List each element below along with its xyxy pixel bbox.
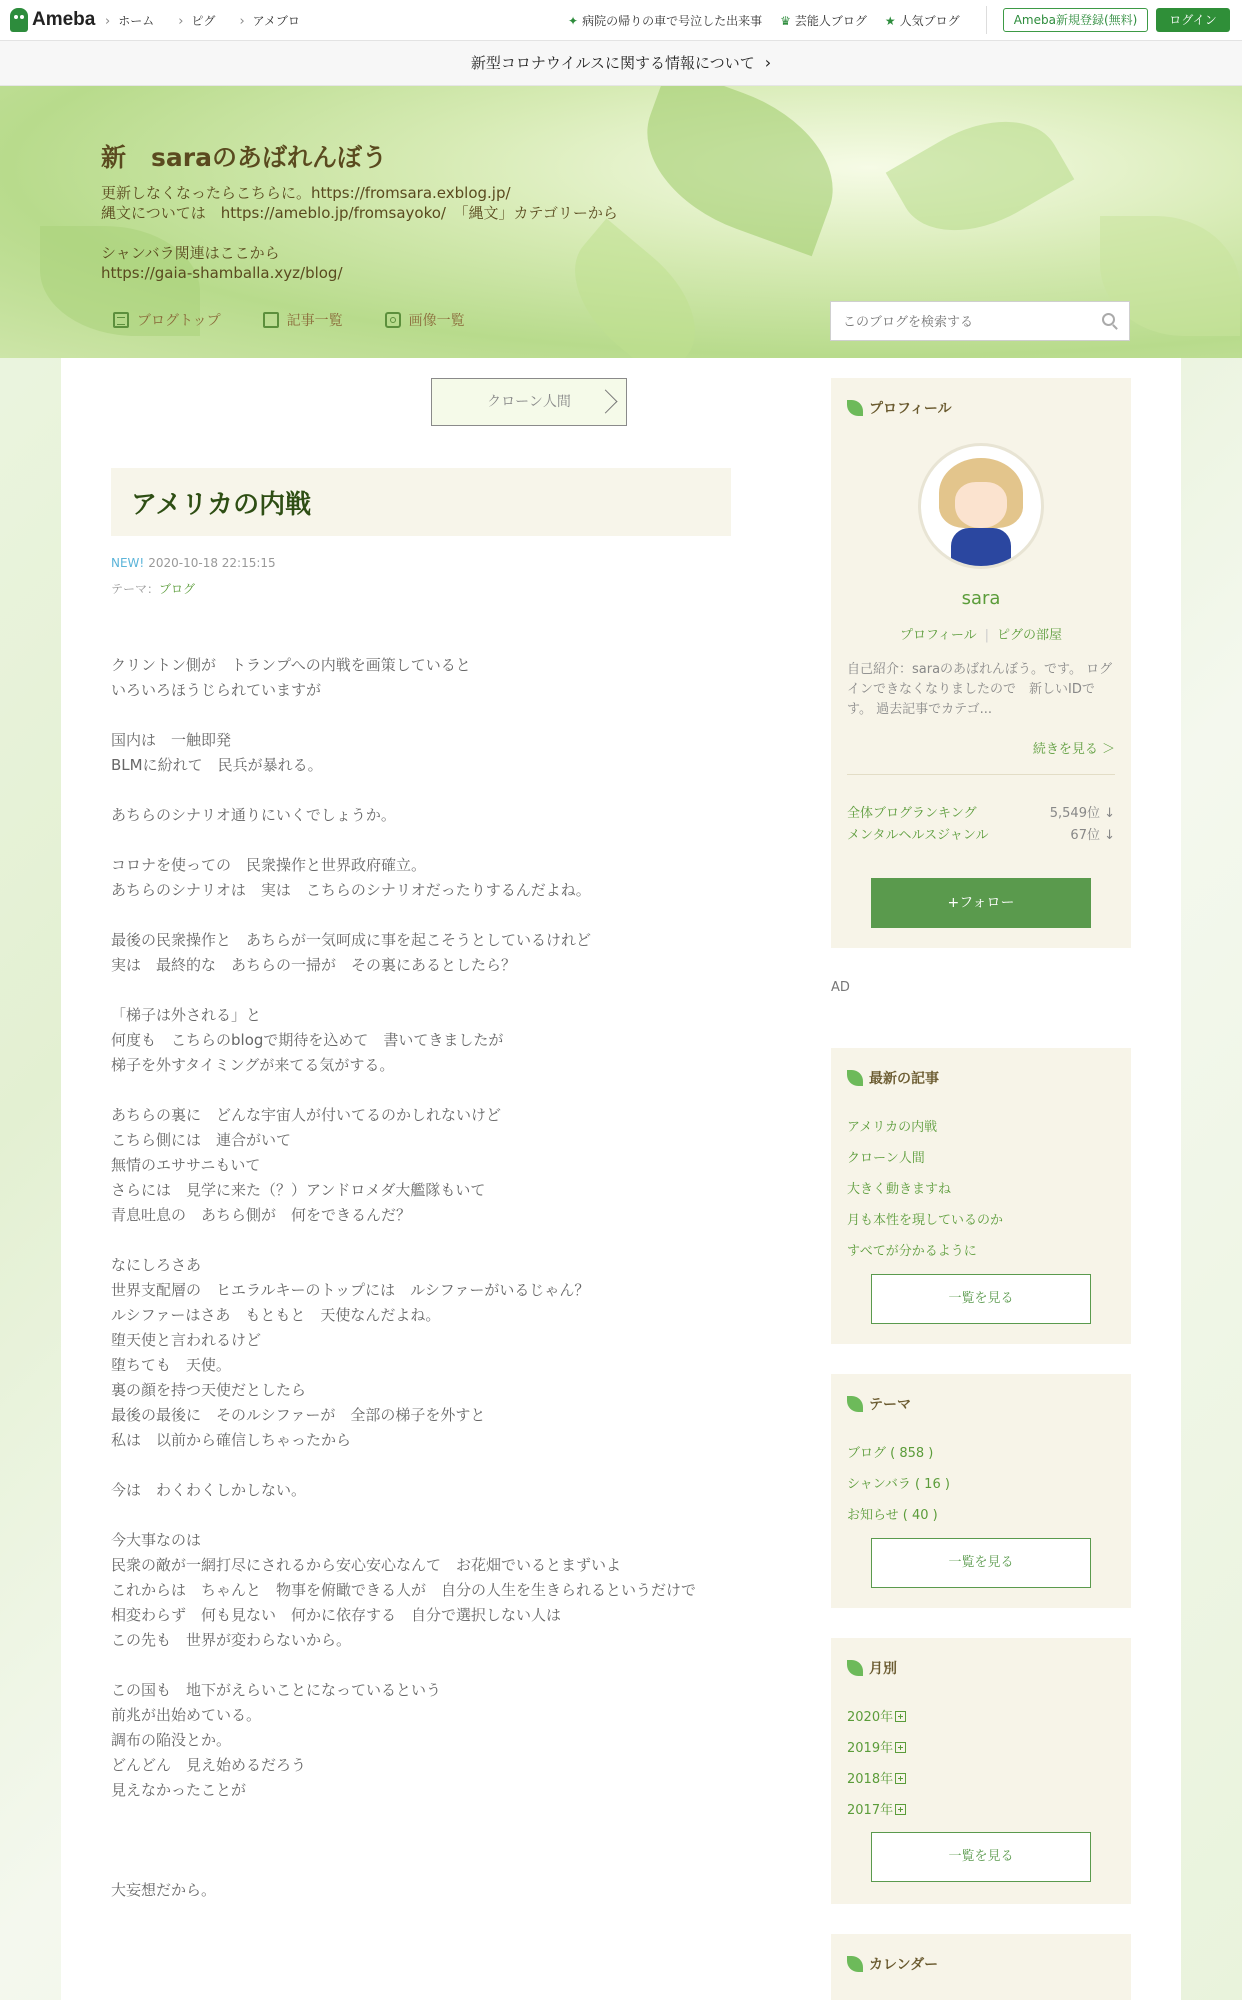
notice-text: 新型コロナウイルスに関する情報について xyxy=(470,54,755,72)
rank-all-row[interactable] xyxy=(847,802,1115,821)
nav-ameblo-link[interactable]: › アメブロ xyxy=(239,12,299,29)
decorative-leaf xyxy=(886,93,1075,260)
recent-entry-link[interactable]: アメリカの内戦 xyxy=(847,1120,938,1135)
month-year-link[interactable] xyxy=(847,1737,906,1756)
recent-entries-widget xyxy=(831,1048,1131,1344)
leaf-icon xyxy=(847,1070,863,1086)
nav-pigg-link[interactable]: › ピグ xyxy=(178,12,215,29)
themes-heading xyxy=(847,1394,911,1414)
recent-entry-link[interactable]: 大きく動きますね xyxy=(847,1182,952,1197)
hot-links xyxy=(568,12,960,29)
year-label: 2020年 xyxy=(847,1710,894,1725)
calendar-heading xyxy=(847,1954,938,1974)
profile-divider xyxy=(847,774,1115,775)
rank-genre-row[interactable] xyxy=(847,824,1115,843)
themes-heading-label: テーマ xyxy=(869,1397,911,1413)
hotlink-popular[interactable] xyxy=(885,12,960,29)
recent-entry-link[interactable]: クローン人間 xyxy=(847,1151,925,1166)
blog-title[interactable]: 新 saraのあばれんぼう xyxy=(101,143,387,172)
covid-notice-link[interactable] xyxy=(0,41,1242,86)
search-icon[interactable] xyxy=(1102,313,1115,326)
profile-link[interactable]: プロフィール xyxy=(899,628,977,643)
entry-title-box xyxy=(111,468,731,536)
monthly-heading-label: 月別 xyxy=(869,1661,897,1677)
recent-heading-label: 最新の記事 xyxy=(869,1071,939,1087)
expand-plus-icon[interactable] xyxy=(895,1804,906,1815)
theme-link[interactable]: ブログ ( 858 ) xyxy=(847,1446,934,1461)
follow-button[interactable]: +フォロー xyxy=(871,878,1091,928)
avatar-body xyxy=(951,528,1011,566)
hotlink-celebrity-label: 芸能人ブログ xyxy=(794,14,867,28)
avatar-face xyxy=(955,482,1007,528)
theme-label: テーマ： xyxy=(111,582,160,596)
blog-nav xyxy=(113,310,507,330)
rank-genre-label: メンタルヘルスジャンル xyxy=(847,828,989,843)
entry-body: クリントン側が トランプへの内戦を画策していると いろいろほうじられていますが 国内は 一触即発 BLMに紛れて 民兵が暴れる。 あちらのシナリオ通りにいくでしょうか。 コロナを使っての 民衆操作と世界政府確立。 あちらのシナリオは 実は こちらのシナリオだったりするんだよね。 最後の民衆操作と あちらが一気呵成に事を起こそうとしているけれど 実は 最終的な あちらの一掃が その裏にあるとしたら？ 「梯子は外される」と 何度も こちらのblogで期待を込めて 書いてきましたが 梯子を外すタイミングが来てる気がする。 あちらの裏に どんな宇宙人が付いてるのかしれないけど こちら側には 連合がいて 無情のエササニもいて さらには 見学に来た（？）アンドロメダ大艦隊もいて 青息吐息の あちら側が 何をできるんだ？ なにしろさあ 世界支配層の ヒエラルキーのトップには ルシファーがいるじゃん？ ルシファーはさあ もともと 天使なんだよね。 堕天使と言われるけど 堕ちても 天使。 裏の顔を持つ天使だとしたら 最後の最後に そのルシファーが 全部の梯子を外すと 私は 以前から確信しちゃったから 今は わくわくしかしない。 今大事なのは 民衆の敵が一網打尽にされるから安心安心なんて お花畑でいるとまずいよ これからは ちゃんと 物事を俯瞰できる人が 自分の人生を生きられるというだけで 相変わらず 何も見ない 何かに依存する 自分で選択しない人は この先も 世界が変わらないから。 この国も 地下がえらいことになっているという 前兆が出始めている。 調布の陥没とか。 どんどん 見え始めるだろう 見えなかったことが 大妄想だから。 xyxy=(111,656,697,1899)
profile-widget xyxy=(831,378,1131,948)
entry-title[interactable]: アメリカの内戦 xyxy=(131,490,312,520)
decorative-leaf xyxy=(624,86,856,256)
entry-theme-link[interactable]: ブログ xyxy=(159,582,196,596)
camera-icon xyxy=(385,312,401,328)
breadcrumb xyxy=(105,12,300,29)
entry-list-label: 記事一覧 xyxy=(286,313,343,329)
global-header xyxy=(0,0,1242,41)
leaf-icon xyxy=(847,400,863,416)
ameba-logo-icon xyxy=(10,8,28,32)
content-area xyxy=(61,358,1181,2000)
blog-search-input[interactable] xyxy=(841,312,1085,332)
chevron-right-icon xyxy=(593,389,617,413)
monthly-heading xyxy=(847,1658,897,1678)
hotlink-topic-label: 病院の帰りの車で号泣した出来事 xyxy=(582,14,763,28)
calendar-heading-label: カレンダー xyxy=(869,1957,939,1973)
hotlink-topic[interactable] xyxy=(568,12,762,29)
ameba-logo-text: Ameba xyxy=(32,9,96,30)
ameba-logo[interactable] xyxy=(10,6,95,34)
year-label: 2018年 xyxy=(847,1772,894,1787)
themes-widget xyxy=(831,1374,1131,1608)
entry-date: 2020-10-18 22:15:15 xyxy=(148,556,276,570)
chevron-right-icon: › xyxy=(764,53,772,72)
recent-heading xyxy=(847,1068,939,1088)
blog-top-link[interactable] xyxy=(113,310,221,330)
login-button[interactable]: ログイン xyxy=(1156,8,1230,32)
avatar[interactable] xyxy=(921,446,1041,566)
ad-label: AD xyxy=(831,980,850,995)
new-badge: NEW! xyxy=(111,556,145,570)
entry-list-link[interactable] xyxy=(263,310,343,330)
recent-entry-link[interactable]: 月も本性を現しているのか xyxy=(847,1213,1004,1228)
theme-link[interactable]: シャンバラ ( 16 ) xyxy=(847,1477,950,1492)
leaf-icon xyxy=(847,1956,863,1972)
recent-entry-link[interactable]: すべてが分かるように xyxy=(847,1244,977,1259)
profile-links xyxy=(831,624,1131,643)
image-list-link[interactable] xyxy=(385,310,465,330)
register-button[interactable]: Ameba新規登録(無料) xyxy=(1003,8,1148,32)
crown-icon: ♛ xyxy=(780,13,791,28)
monthly-widget xyxy=(831,1638,1131,1904)
hotlink-celebrity[interactable] xyxy=(780,12,867,29)
leaf-icon xyxy=(847,1660,863,1676)
image-list-label: 画像一覧 xyxy=(408,313,465,329)
profile-heading-label: プロフィール xyxy=(869,401,952,417)
calendar-widget xyxy=(831,1934,1131,2000)
nav-home-link[interactable]: › ホーム xyxy=(105,12,154,29)
star-icon: ★ xyxy=(884,13,896,28)
expand-plus-icon[interactable] xyxy=(895,1711,906,1722)
profile-heading xyxy=(847,398,952,418)
sparkle-icon: ✦ xyxy=(568,13,579,28)
leaf-icon xyxy=(847,1396,863,1412)
entry-date-row xyxy=(111,556,276,570)
rank-genre-value: 67位 ↓ xyxy=(1070,828,1115,843)
prev-entry-button[interactable] xyxy=(431,378,627,426)
themes-list-button[interactable]: 一覧を見る xyxy=(871,1538,1091,1588)
expand-plus-icon[interactable] xyxy=(895,1773,906,1784)
year-label: 2017年 xyxy=(847,1803,894,1818)
year-label: 2019年 xyxy=(847,1741,894,1756)
month-year-link[interactable] xyxy=(847,1799,906,1818)
month-year-link[interactable] xyxy=(847,1706,906,1725)
blog-header xyxy=(0,86,1242,358)
pigg-room-link[interactable]: ピグの部屋 xyxy=(997,628,1063,643)
profile-intro: 自己紹介：saraのあばれんぼう。です。 ログインできなくなりましたので 新しいIDです。 過去記事でカテゴ... xyxy=(847,662,1113,717)
document-icon xyxy=(113,312,129,328)
link-separator: | xyxy=(984,628,990,643)
month-year-link[interactable] xyxy=(847,1768,906,1787)
recent-list-button[interactable]: 一覧を見る xyxy=(871,1274,1091,1324)
prev-entry-label: クローン人間 xyxy=(487,394,571,410)
rank-all-value: 5,549位 ↓ xyxy=(1049,806,1115,821)
profile-name[interactable]: sara xyxy=(961,588,1001,609)
monthly-list-button[interactable]: 一覧を見る xyxy=(871,1832,1091,1882)
read-more-link[interactable]: 続きを見る ＞ xyxy=(1032,742,1115,757)
copy-icon xyxy=(263,312,279,328)
blog-top-label: ブログトップ xyxy=(137,313,221,329)
entry-theme-row xyxy=(111,580,195,597)
theme-link[interactable]: お知らせ ( 40 ) xyxy=(847,1508,938,1523)
rank-all-label: 全体ブログランキング xyxy=(847,806,977,821)
blog-search xyxy=(830,301,1130,341)
blog-description: 更新しなくなったらこちらに。https://fromsara.exblog.jp/ 縄文については https://ameblo.jp/fromsayoko/ 「縄文」カテゴリーから シャンバラ関連はここから https://gaia-shamballa.xyz/blog/ xyxy=(101,184,618,282)
hotlink-popular-label: 人気ブログ xyxy=(899,14,960,28)
nav-divider xyxy=(986,6,987,34)
expand-plus-icon[interactable] xyxy=(895,1742,906,1753)
